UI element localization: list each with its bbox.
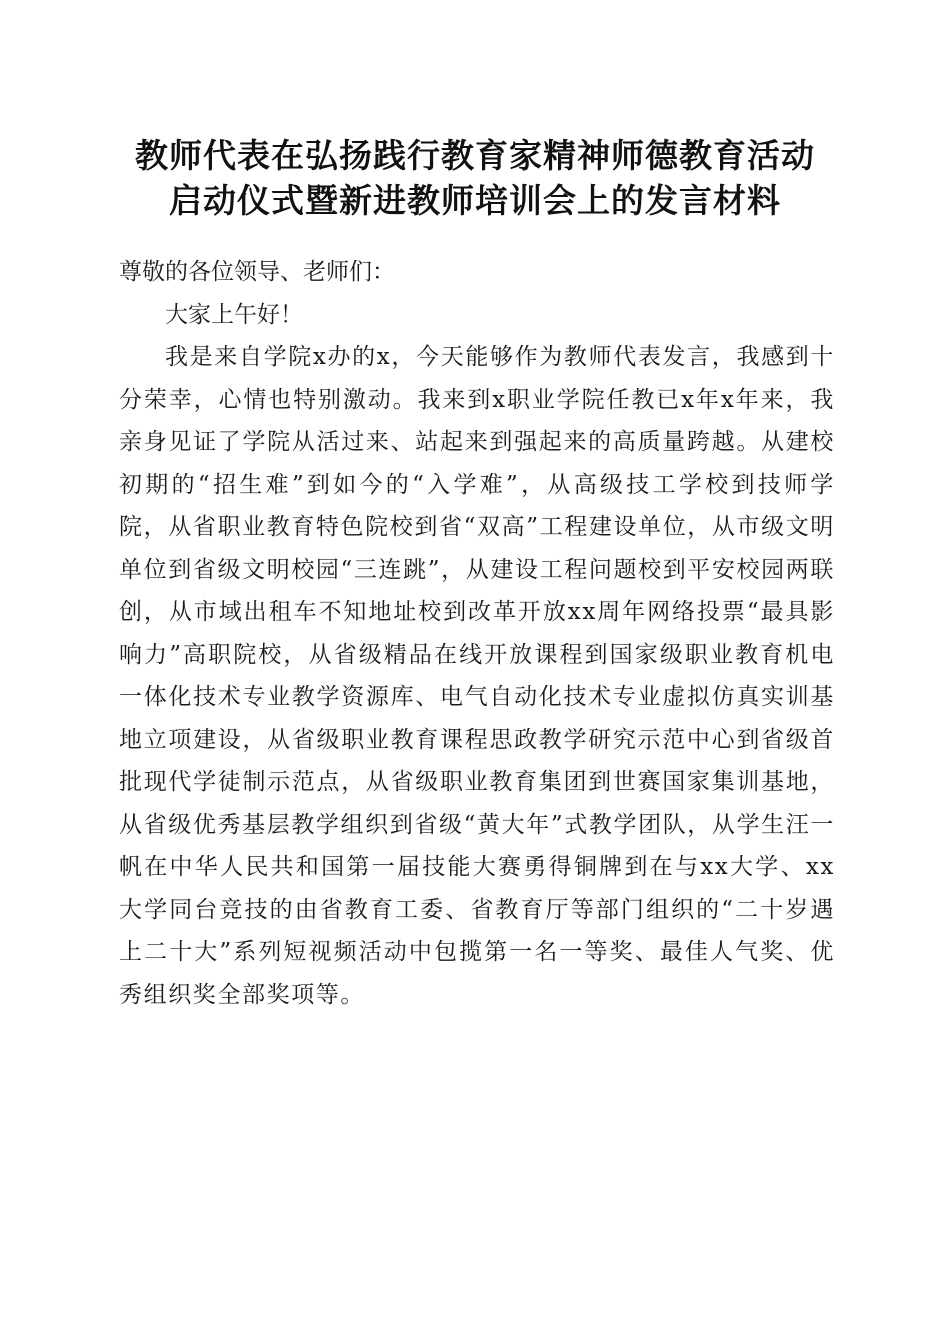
paragraph-1: 我是来自学院x办的x，今天能够作为教师代表发言，我感到十分荣幸，心情也特别激动。我来到x职业学院任教已x年x年来，我亲身见证了学院从活过来、站起来到强起来的高质量跨越。从建校初期的“招生难”到如今的“入学难”，从高级技工学校到技师学院，从省职业教育特色院校到省“双高”工程建设单位，从市级文明单位到省级文明校园“三连跳”，从建设工程问题校到平安校园两联创，从市域出租车不知地址校到改革开放xx周年网络投票“最具影响力”高职院校，从省级精品在线开放课程到国家级职业教育机电一体化技术专业教学资源库、电气自动化技术专业虚拟仿真实训基地立项建设，从省级职业教育课程思政教学研究示范中心到省级首批现代学徒制示范点，从省级职业教育集团到世赛国家集训基地，从省级优秀基层教学组织到省级“黄大年”式教学团队，从学生汪一帆在中华人民共和国第一届技能大赛勇得铜牌到在与xx大学、xx大学同台竞技的由省教育工委、省教育厅等部门组织的“二十岁遇上二十大”系列短视频活动中包揽第一名一等奖、最佳人气奖、优秀组织奖全部奖项等。 xyxy=(119,344,835,1008)
document-body xyxy=(119,251,835,1016)
title-line-2: 启动仪式暨新进教师培训会上的发言材料 xyxy=(169,181,781,220)
title-line-1: 教师代表在弘扬践行教育家精神师德教育活动 xyxy=(135,136,815,175)
greeting: 大家上午好！ xyxy=(165,301,303,328)
document-title xyxy=(60,133,890,223)
salutation: 尊敬的各位领导、老师们： xyxy=(119,259,395,285)
